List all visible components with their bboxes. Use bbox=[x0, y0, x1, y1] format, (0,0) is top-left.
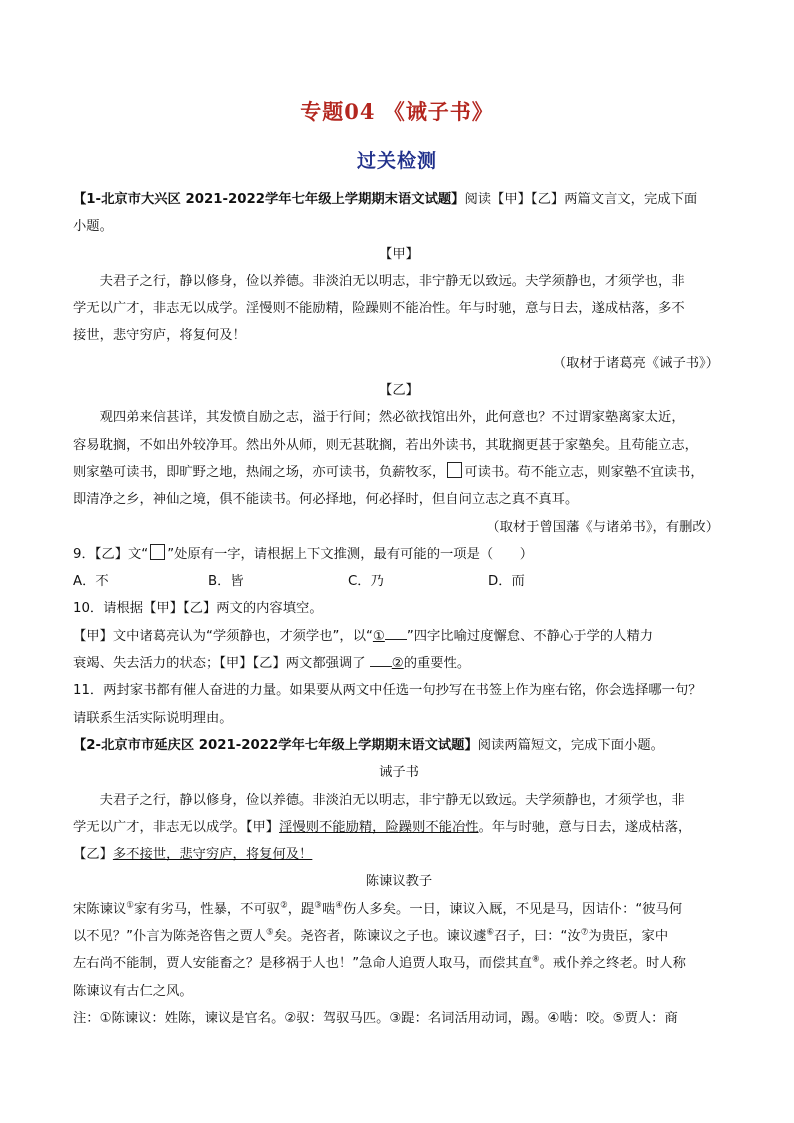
jia-label: 【甲】 bbox=[379, 246, 419, 262]
jia-line-2: 学无以广才，非志无以成学。淫慢则不能励精，险躁则不能冶性。年与时驰，意与日去，遂成枯落，多不 bbox=[73, 301, 685, 317]
q9-option-d[interactable]: D．而 bbox=[488, 574, 525, 590]
q9-text-a: 9．【乙】文“ bbox=[73, 546, 149, 562]
text2-line-1-a: 宋陈谏议 bbox=[73, 901, 127, 917]
question-11-line-1: 11．两封家书都有催人奋进的力量。如果要从两文中任选一句抄写在书签上作为座右铭，你会选择哪一句？ bbox=[73, 683, 702, 699]
text2-line-2 bbox=[73, 923, 725, 950]
yi-line-4: 即清净之乡，神仙之境，俱不能读书。何必择地，何必择时，但自问立志之真不真耳。 bbox=[73, 492, 579, 508]
q10-line-1 bbox=[73, 623, 725, 650]
yi-line-3 bbox=[73, 459, 725, 486]
yi-line-1: 观四弟来信甚详，其发愤自励之志，溢于行间；然必欲找馆出外，此何意也？不过谓家塾离家太近， bbox=[99, 410, 685, 426]
text2-line-2-b: 矣。尧咨者，陈谏议之子也。谏议遽 bbox=[273, 929, 487, 945]
footnote-mark-1: ① bbox=[126, 900, 134, 911]
yi-source: （取材于曾国藩《与诸弟书》，有删改） bbox=[486, 519, 719, 535]
text1-line-3 bbox=[73, 841, 725, 868]
jia-source: （取材于诸葛亮《诫子书》） bbox=[552, 355, 719, 371]
text2-line-2-c: 召子，曰：“汝 bbox=[494, 929, 581, 945]
text2-line-3 bbox=[73, 950, 725, 977]
text2-line-2-d: 为贵臣，家中 bbox=[588, 929, 669, 945]
text2-line-4: 陈谏议有古仁之风。 bbox=[73, 983, 193, 999]
q10-line-2-a: 衰竭、失去活力的状态；【甲】【乙】两文都强调了 bbox=[73, 656, 370, 672]
q1-intro bbox=[73, 186, 725, 213]
text2-line-3-b: 。戒仆养之终老。时人称 bbox=[539, 956, 686, 972]
text2-notes: 注：①陈谏议：姓陈，谏议是官名。②驭：驾驭马匹。③踶：名词活用动词，踢。④啮：咬。⑤贾人：商 bbox=[73, 1010, 678, 1026]
text2-line-3-a: 左右尚不能制，贾人安能畜之？是移祸于人也！”急命人追贾人取马，而偿其直 bbox=[73, 956, 532, 972]
q2-intro bbox=[73, 732, 725, 759]
text2-line-1 bbox=[73, 896, 725, 923]
q10-blank-1-line bbox=[385, 627, 407, 640]
text1-title: 诫子书 bbox=[379, 765, 419, 781]
q10-line-2-b: 的重要性。 bbox=[403, 656, 471, 672]
text1-line-2-b: 。年与时驰，意与日去，遂成枯落， bbox=[478, 819, 692, 835]
text1-line-2 bbox=[73, 814, 725, 841]
q10-line-1-b: ”四字比喻过度懈怠、不静心于学的人精力 bbox=[406, 628, 654, 644]
text2-line-1-e: 伤人多矣。一日，谏议入厩，不见是马，因诘仆：“彼马何 bbox=[342, 901, 683, 917]
q9-option-a[interactable]: A．不 bbox=[73, 574, 109, 590]
text1-line-1: 夫君子之行，静以修身，俭以养德。非淡泊无以明志，非宁静无以致远。夫学须静也，才须学也，非 bbox=[99, 792, 685, 808]
q2-instruction: 阅读两篇短文，完成下面小题。 bbox=[477, 737, 664, 753]
page-subtitle: 过关检测 bbox=[356, 150, 437, 172]
q9-text-b: ”处原有一字，请根据上下文推测，最有可能的一项是（ ） bbox=[167, 546, 534, 562]
yi-label: 【乙】 bbox=[379, 383, 419, 399]
jia-line-3: 接世，悲守穷庐，将复何及！ bbox=[73, 328, 246, 344]
question-11-line-2: 请联系生活实际说明理由。 bbox=[73, 710, 233, 726]
yi-line-3-after: 可读书。苟不能立志，则家塾不宜读书， bbox=[464, 464, 704, 480]
q10-blank-2-label: ② bbox=[391, 656, 404, 672]
q10-line-2 bbox=[73, 650, 725, 677]
q10-line-1-a: 【甲】文中诸葛亮认为“学须静也，才须学也”，以“ bbox=[73, 628, 373, 644]
q10-blank-2-line bbox=[370, 654, 392, 667]
q10-blank-1-label: ① bbox=[372, 628, 385, 644]
text2-line-1-d: 啮 bbox=[321, 901, 336, 917]
q10-blank-1[interactable] bbox=[373, 629, 407, 644]
jia-line-1: 夫君子之行，静以修身，俭以养德。非淡泊无以明志，非宁静无以致远。夫学须静也，才须学也，非 bbox=[99, 273, 685, 289]
yi-line-2: 容易耽搁，不如出外较净耳。然出外从师，则无甚耽搁，若出外读书，其耽搁更甚于家塾矣。且苟能立志， bbox=[73, 437, 698, 453]
yi-line-3-before: 则家塾可读书，即旷野之地，热闹之场，亦可读书，负薪牧豕， bbox=[73, 464, 446, 480]
footnote-mark-7: ⑦ bbox=[580, 927, 589, 938]
footnote-mark-3: ③ bbox=[314, 900, 322, 911]
q9-options bbox=[73, 568, 725, 595]
text1-line-3-a: 【乙】 bbox=[73, 847, 113, 863]
text2-line-1-c: ，踶 bbox=[287, 901, 315, 917]
q2-source-tag: 【2-北京市市延庆区 2021-2022学年七年级上学期期末语文试题】 bbox=[73, 737, 478, 753]
q1-instruction-a: 阅读【甲】【乙】两篇文言文，完成下面 bbox=[464, 192, 698, 207]
text2-line-1-b: 家有劣马，性暴，不可驭 bbox=[133, 901, 281, 917]
text1-underlined-yi: 多不接世，悲守穷庐，将复何及！ bbox=[112, 847, 313, 863]
q9-option-c[interactable]: C．乃 bbox=[348, 574, 384, 590]
text1-line-2-a: 学无以广才，非志无以成学。【甲】 bbox=[73, 819, 280, 835]
q10-blank-2[interactable] bbox=[370, 656, 404, 671]
page-title: 专题04 《诫子书》 bbox=[300, 99, 494, 124]
question-10: 10．请根据【甲】【乙】两文的内容填空。 bbox=[73, 601, 323, 617]
q9-box bbox=[150, 544, 165, 560]
footnote-mark-4: ④ bbox=[335, 900, 343, 911]
q9-option-b[interactable]: B．皆 bbox=[208, 574, 244, 590]
question-9 bbox=[73, 541, 725, 568]
missing-char-box bbox=[447, 462, 462, 478]
footnote-mark-8: ⑧ bbox=[531, 954, 540, 965]
text1-underlined-jia: 淫慢则不能励精，险躁则不能冶性 bbox=[279, 819, 479, 835]
text2-title: 陈谏议教子 bbox=[365, 874, 433, 890]
footnote-mark-6: ⑥ bbox=[486, 927, 495, 938]
text2-line-2-a: 以不见？”仆言为陈尧咨售之贾人 bbox=[73, 929, 267, 945]
footnote-mark-2: ② bbox=[280, 900, 288, 911]
footnote-mark-5: ⑤ bbox=[266, 927, 274, 938]
q1-intro-cont: 小题。 bbox=[73, 219, 113, 235]
q1-source-tag: 【1-北京市大兴区 2021-2022学年七年级上学期期末语文试题】 bbox=[73, 192, 465, 207]
document-body bbox=[73, 186, 725, 1032]
